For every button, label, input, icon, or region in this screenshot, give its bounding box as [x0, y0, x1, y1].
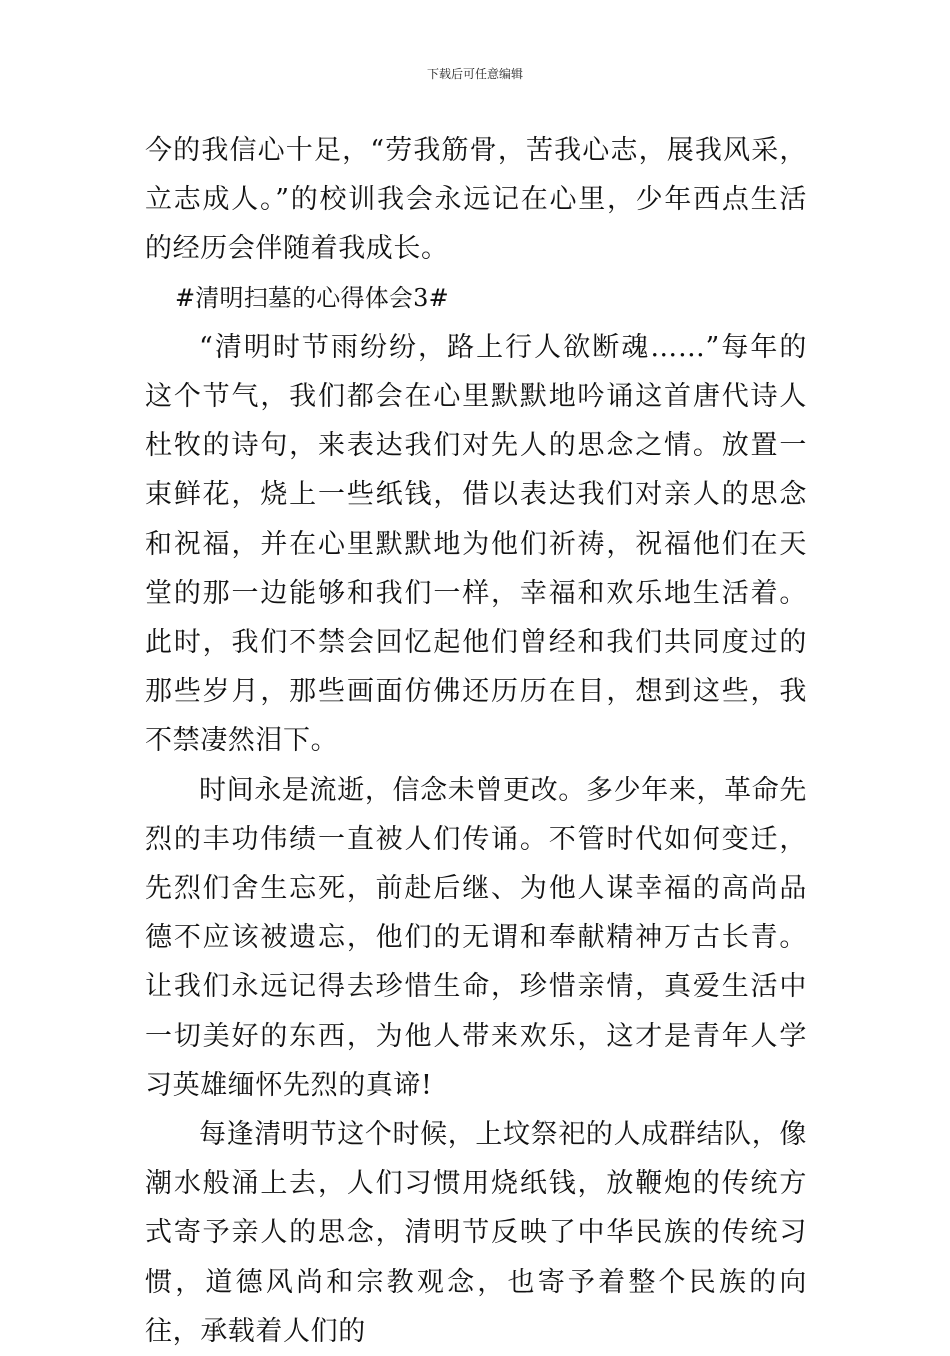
document-body	[145, 126, 807, 1356]
paragraph: 每逢清明节这个时候，上坟祭祀的人成群结队，像潮水般涌上去，人们习惯用烧纸钱，放鞭炮的传统方式寄予亲人的思念，清明节反映了中华民族的传统习惯，道德风尚和宗教观念，也寄予着整个民族的向往，承载着人们的	[145, 1119, 807, 1347]
paragraph: 时间永是流逝，信念未曾更改。多少年来，革命先烈的丰功伟绩一直被人们传诵。不管时代如何变迁，先烈们舍生忘死，前赴后继、为他人谋幸福的高尚品德不应该被遗忘，他们的无谓和奉献精神万古长青。让我们永远记得去珍惜生命，珍惜亲情，真爱生活中一切美好的东西，为他人带来欢乐，这才是青年人学习英雄缅怀先烈的真谛!	[145, 774, 807, 1101]
page-header-note: 下载后可任意编辑	[426, 67, 523, 81]
paragraph: “清明时节雨纷纷，路上行人欲断魂……”每年的这个节气，我们都会在心里默默地吟诵这首唐代诗人杜牧的诗句，来表达我们对先人的思念之情。放置一束鲜花，烧上一些纸钱，借以表达我们对亲人的思念和祝福，并在心里默默地为他们祈祷，祝福他们在天堂的那一边能够和我们一样，幸福和欢乐地生活着。此时，我们不禁会回忆起他们曾经和我们共同度过的那些岁月，那些画面仿佛还历历在目，想到这些，我不禁凄然泪下。	[145, 331, 807, 757]
paragraph-continued: 今的我信心十足，“劳我筋骨，苦我心志，展我风采，立志成人。”的校训我会永远记在心里，少年西点生活的经历会伴随着我成长。	[145, 135, 807, 265]
section-heading: #清明扫墓的心得体会3#	[175, 283, 449, 312]
